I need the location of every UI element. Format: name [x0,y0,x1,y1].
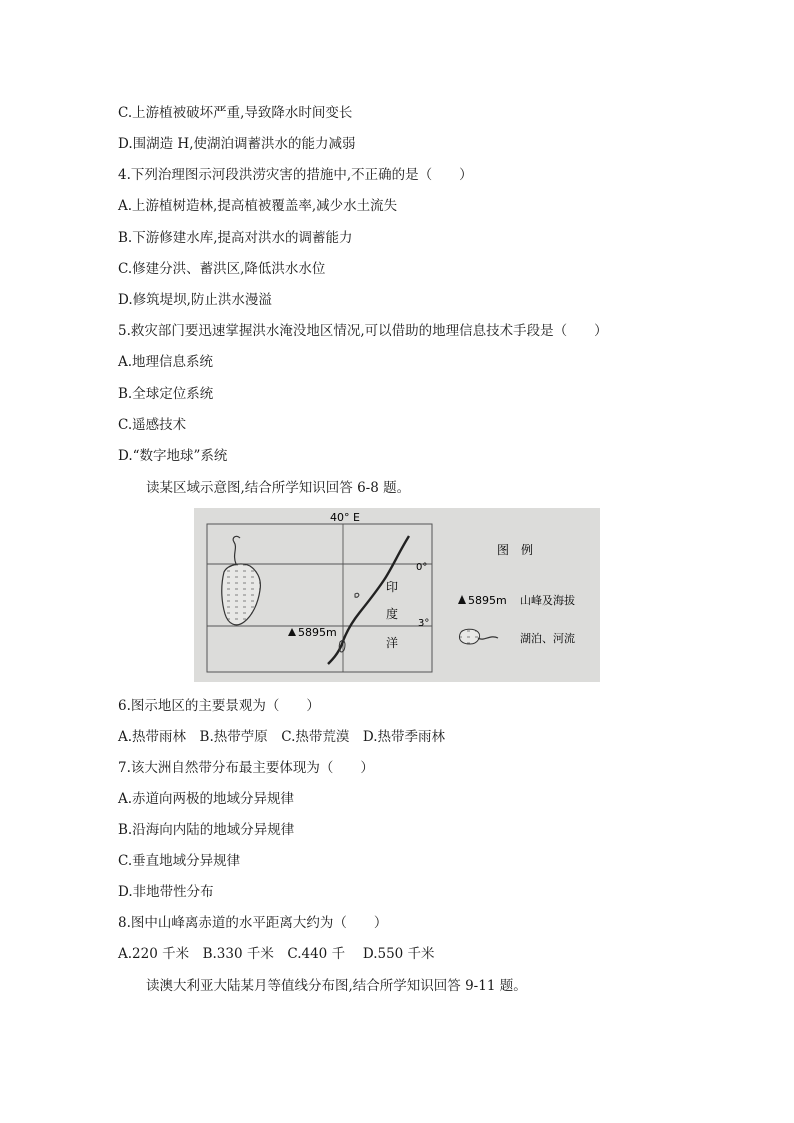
legend-river-icon [478,637,498,639]
map-peak-label: 5895m [298,626,337,639]
q4-option-b: B.下游修建水库,提高对洪水的调蓄能力 [118,230,353,246]
legend-title: 图 例 [497,543,534,557]
q5-option-d: D.“数字地球”系统 [118,448,228,464]
peak-icon [288,628,296,636]
q3-option-c: C.上游植被破坏严重,导致降水时间变长 [118,105,353,121]
q8-options: A.220 千米 B.330 千米 C.440 千 D.550 千米 [118,946,435,962]
lat-0-label: 0° [416,562,428,573]
legend-lake-text: 湖泊、河流 [520,632,575,645]
ocean-char-3: 洋 [386,636,399,650]
q7-option-b: B.沿海向内陆的地域分异规律 [118,822,295,838]
lake-victoria-shape [222,564,261,625]
q6-stem: 6.图示地区的主要景观为（ ） [118,698,320,714]
legend-peak-value: 5895m [468,594,507,607]
q6-options: A.热带雨林 B.热带苧原 C.热带荒漠 D.热带季雨林 [118,729,446,745]
q5-option-c: C.遥感技术 [118,417,187,433]
legend-peak-text: 山峰及海拔 [520,594,575,607]
q5-option-b: B.全球定位系统 [118,386,214,402]
q4-option-d: D.修筑堤坝,防止洪水漫溢 [118,292,272,308]
q3-option-d: D.围湖造 H,使湖泊调蓄洪水的能力减弱 [118,136,356,152]
q5-option-a: A.地理信息系统 [118,354,214,370]
reading-prompt-6-8: 读某区域示意图,结合所学知识回答 6-8 题。 [146,480,411,496]
q4-stem: 4.下列治理图示河段洪涝灾害的措施中,不正确的是（ ） [118,167,473,183]
q8-stem: 8.图中山峰离赤道的水平距离大约为（ ） [118,915,388,931]
q7-option-c: C.垂直地域分异规律 [118,853,241,869]
region-map-figure [194,508,600,682]
island-north [355,593,359,597]
q4-option-a: A.上游植树造林,提高植被覆盖率,减少水土流失 [118,198,398,214]
q7-option-a: A.赤道向两极的地域分异规律 [118,791,295,807]
lon-label: 40° E [330,511,360,524]
reading-prompt-9-11: 读澳大利亚大陆某月等值线分布图,结合所学知识回答 9-11 题。 [146,978,527,994]
q7-option-d: D.非地带性分布 [118,884,214,900]
ocean-char-2: 度 [386,607,399,621]
lat-3-label: 3° [418,618,430,629]
legend-peak-icon [458,595,466,604]
ocean-char-1: 印 [386,580,399,594]
legend-lake-icon [459,629,479,644]
q7-stem: 7.该大洲自然带分布最主要体现为（ ） [118,760,374,776]
q5-stem: 5.救灾部门要迅速掌握洪水淹没地区情况,可以借助的地理信息技术手段是（ ） [118,323,608,339]
q4-option-c: C.修建分洪、蓄洪区,降低洪水水位 [118,261,326,277]
river-line [233,536,240,564]
